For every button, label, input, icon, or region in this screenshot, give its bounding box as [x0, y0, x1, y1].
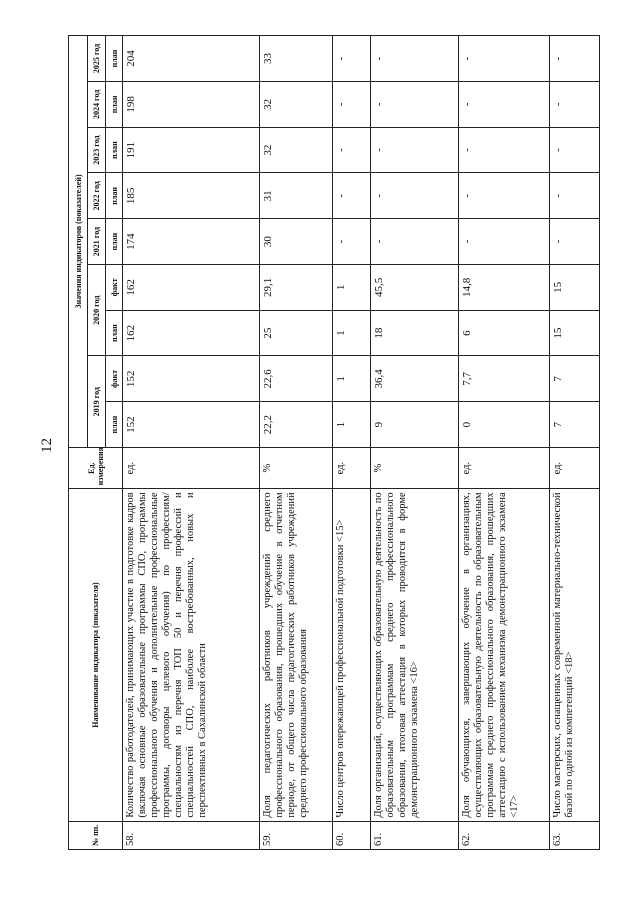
header-plan: план	[106, 402, 123, 448]
row-num: 58.	[123, 821, 260, 849]
cell-value: -	[333, 36, 370, 82]
cell-value: 1	[333, 310, 370, 356]
row-num: 62.	[459, 821, 550, 849]
table-row	[260, 36, 333, 850]
cell-value: -	[459, 36, 550, 82]
cell-value: 6	[459, 310, 550, 356]
cell-value: -	[370, 173, 459, 219]
header-unit: Ед. измерения	[69, 447, 123, 488]
row-unit: %	[370, 447, 459, 488]
row-name: Количество работодателей, принимающих участие в подготовке кадров (включая основные образовательные программы СПО, программы профессионального обучения и дополнительные профессиональные программы, договоры целевого обучения) по профессиям/специальностям из перечня ТОП 50 и перечня профессий и специальностей СПО, наиболее востребованных, новых и перспективных в Сахалинской области	[123, 489, 260, 821]
row-num: 59.	[260, 821, 333, 849]
cell-value: 25	[260, 310, 333, 356]
cell-value: 33	[260, 36, 333, 82]
row-num: 63.	[549, 821, 599, 849]
cell-value: 30	[260, 219, 333, 265]
cell-value: 1	[333, 402, 370, 448]
page-number: 12	[39, 438, 55, 453]
cell-value: -	[459, 81, 550, 127]
cell-value: -	[333, 81, 370, 127]
cell-value: 7	[549, 356, 599, 402]
cell-value: -	[370, 36, 459, 82]
row-unit: %	[260, 447, 333, 488]
cell-value: -	[459, 219, 550, 265]
cell-value: -	[549, 81, 599, 127]
cell-value: -	[370, 81, 459, 127]
header-fact: факт	[106, 264, 123, 310]
cell-value: 191	[123, 127, 260, 173]
cell-value: 32	[260, 81, 333, 127]
header-plan: план	[106, 36, 123, 82]
cell-value: 22,6	[260, 356, 333, 402]
cell-value: 31	[260, 173, 333, 219]
table-row	[549, 36, 599, 850]
cell-value: 162	[123, 310, 260, 356]
cell-value: 18	[370, 310, 459, 356]
cell-value: 7	[549, 402, 599, 448]
cell-value: 174	[123, 219, 260, 265]
cell-value: -	[370, 219, 459, 265]
header-year-2020: 2020 год	[88, 264, 106, 356]
cell-value: -	[549, 219, 599, 265]
cell-value: -	[459, 173, 550, 219]
header-plan: план	[106, 310, 123, 356]
cell-value: 15	[549, 264, 599, 310]
row-name: Доля обучающихся, завершающих обучение в организациях, осуществляющих образовательную деятельность по образовательным программам среднего профессионального образования, прошедших аттестацию с использованием механизма демонстрационного экзамена <17>	[459, 489, 550, 821]
row-unit: ед.	[333, 447, 370, 488]
cell-value: -	[333, 219, 370, 265]
cell-value: 14,8	[459, 264, 550, 310]
cell-value: 0	[459, 402, 550, 448]
header-year-2021: 2021 год	[88, 219, 106, 265]
header-plan: план	[106, 219, 123, 265]
table-row	[123, 36, 260, 850]
header-year-2023: 2023 год	[88, 127, 106, 173]
cell-value: 22,2	[260, 402, 333, 448]
row-name: Число центров опережающей профессиональной подготовки <15>	[333, 489, 370, 821]
header-plan: план	[106, 173, 123, 219]
header-name: Наименование индикатора (показателя)	[69, 489, 123, 821]
cell-value: 162	[123, 264, 260, 310]
header-year-2024: 2024 год	[88, 81, 106, 127]
cell-value: -	[549, 173, 599, 219]
row-num: 60.	[333, 821, 370, 849]
cell-value: 15	[549, 310, 599, 356]
rotated-table-wrapper	[68, 35, 600, 850]
cell-value: -	[333, 173, 370, 219]
table-row	[333, 36, 370, 850]
cell-value: 1	[333, 356, 370, 402]
table-row	[370, 36, 459, 850]
row-unit: ед.	[123, 447, 260, 488]
header-fact: факт	[106, 356, 123, 402]
cell-value: 152	[123, 402, 260, 448]
cell-value: 29,1	[260, 264, 333, 310]
header-year-2019: 2019 год	[88, 356, 106, 448]
cell-value: 32	[260, 127, 333, 173]
cell-value: 198	[123, 81, 260, 127]
cell-value: 9	[370, 402, 459, 448]
row-unit: ед.	[549, 447, 599, 488]
header-plan: план	[106, 127, 123, 173]
cell-value: -	[370, 127, 459, 173]
header-year-2022: 2022 год	[88, 173, 106, 219]
cell-value: -	[549, 36, 599, 82]
header-plan: план	[106, 81, 123, 127]
cell-value: 152	[123, 356, 260, 402]
row-name: Число мастерских, оснащенных современной материально-технической базой по одной из компетенций <18>	[549, 489, 599, 821]
cell-value: 185	[123, 173, 260, 219]
cell-value: -	[333, 127, 370, 173]
table-row	[459, 36, 550, 850]
header-num: № пп.	[69, 821, 123, 849]
cell-value: -	[459, 127, 550, 173]
indicators-table	[68, 35, 600, 850]
cell-value: 7,7	[459, 356, 550, 402]
row-num: 61.	[370, 821, 459, 849]
row-name: Доля организаций, осуществляющих образовательную деятельность по образовательным программам среднего профессионального образования, итоговая аттестация в которых проводится в форме демонстрационного экзамена <16>	[370, 489, 459, 821]
cell-value: 36,4	[370, 356, 459, 402]
cell-value: 204	[123, 36, 260, 82]
cell-value: 45,5	[370, 264, 459, 310]
row-name: Доля педагогических работников учреждений среднего профессионального образования, прошедших обучение в отчетном периоде, от общего числа педагогических работников учреждений среднего профессионального образования	[260, 489, 333, 821]
header-values-group: Значения индикаторов (показателей)	[69, 36, 88, 448]
cell-value: 1	[333, 264, 370, 310]
row-unit: ед.	[459, 447, 550, 488]
cell-value: -	[549, 127, 599, 173]
header-year-2025: 2025 год	[88, 36, 106, 82]
